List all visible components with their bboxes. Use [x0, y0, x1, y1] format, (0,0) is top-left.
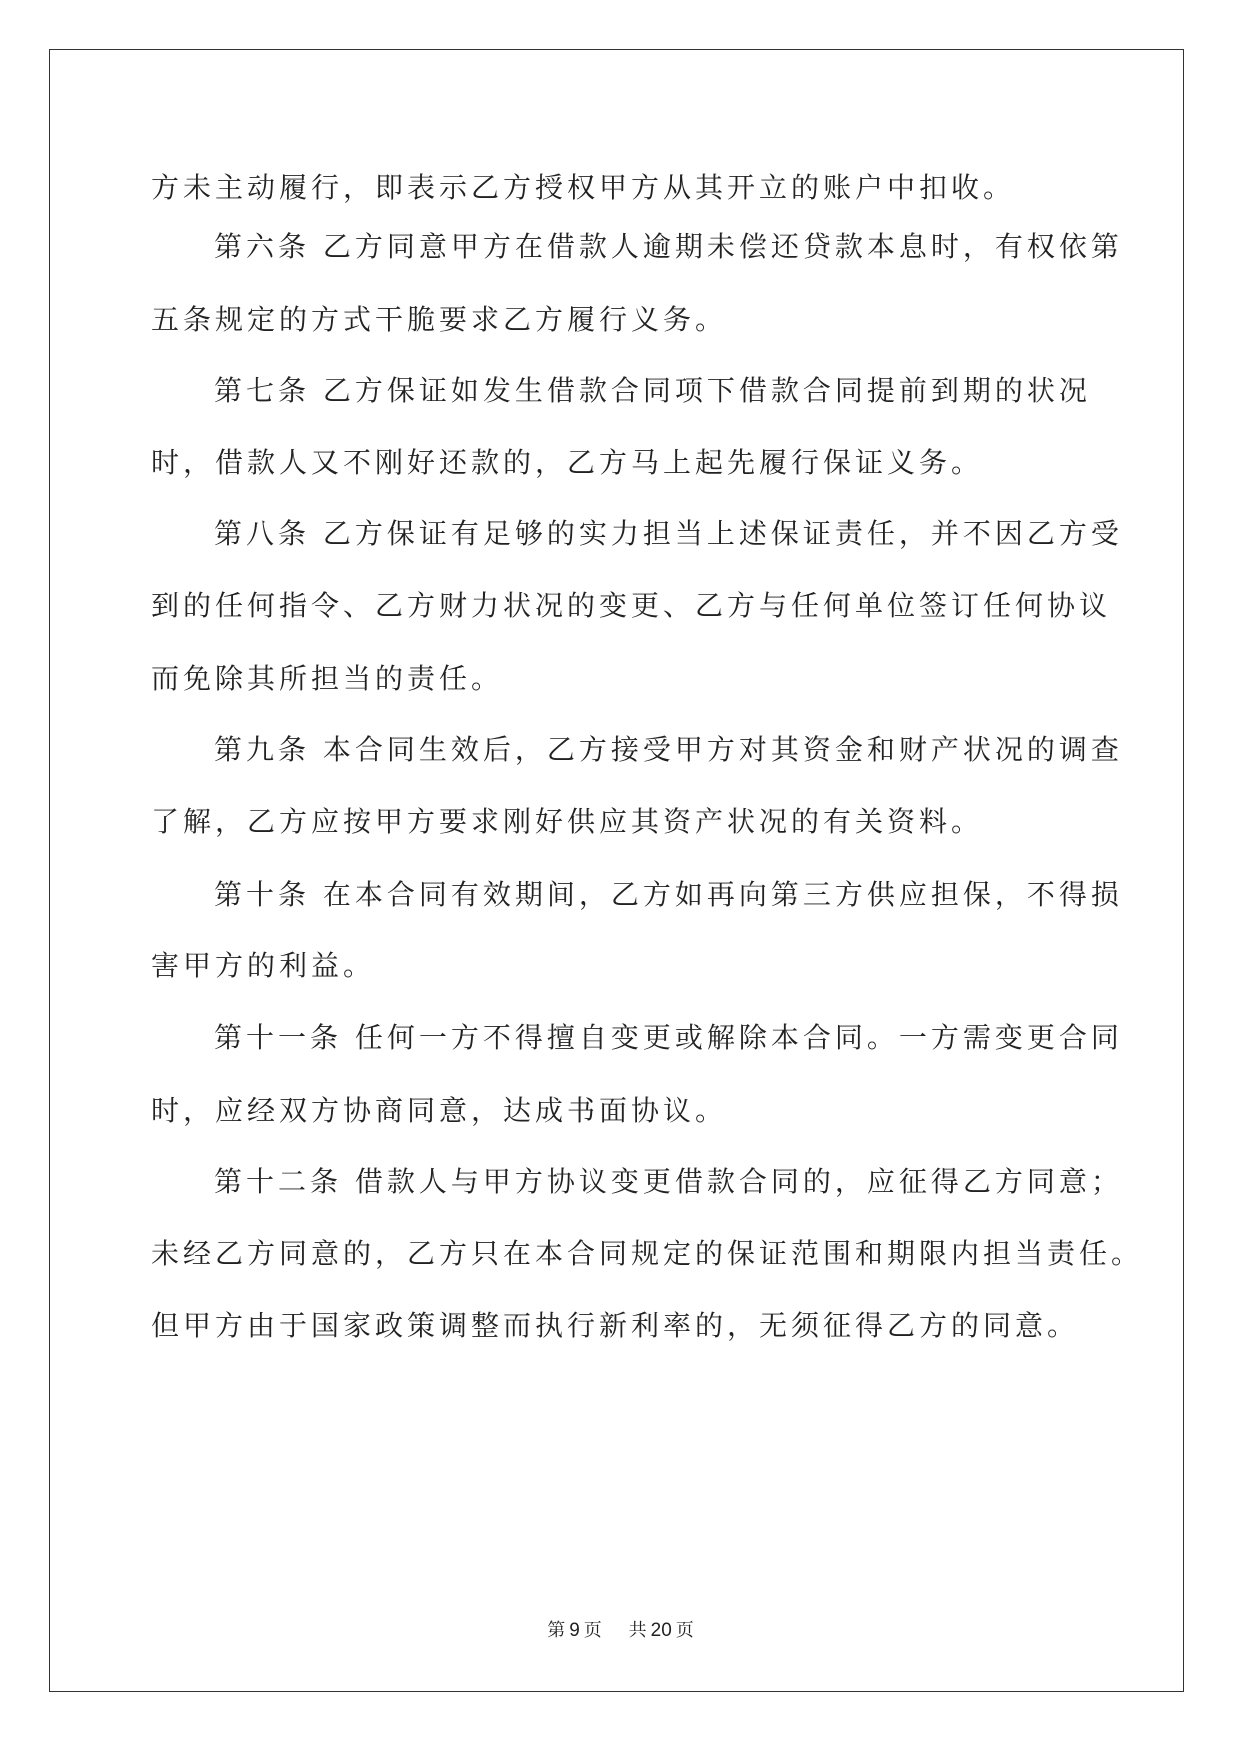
footer-page-suffix: 页	[583, 1620, 602, 1641]
page-footer	[0, 1616, 1241, 1642]
text-line: 方未主动履行，即表示乙方授权甲方从其开立的账户中扣收。	[151, 171, 1016, 204]
text-line: 五条规定的方式干脆要求乙方履行义务。	[151, 303, 728, 336]
page-border	[49, 49, 1184, 1692]
footer-prefix: 第	[547, 1620, 566, 1641]
text-line: 第十一条 任何一方不得擅自变更或解除本合同。一方需变更合同	[214, 1021, 1123, 1054]
text-line: 害甲方的利益。	[151, 949, 376, 982]
text-line: 而免除其所担当的责任。	[151, 662, 504, 695]
text-line: 第九条 本合同生效后，乙方接受甲方对其资金和财产状况的调查	[214, 733, 1123, 766]
text-line: 时，借款人又不刚好还款的，乙方马上起先履行保证义务。	[151, 446, 984, 479]
footer-total-suffix: 页	[675, 1620, 694, 1641]
text-line: 第八条 乙方保证有足够的实力担当上述保证责任，并不因乙方受	[214, 517, 1123, 550]
text-line: 了解，乙方应按甲方要求刚好供应其资产状况的有关资料。	[151, 805, 984, 838]
text-line: 到的任何指令、乙方财力状况的变更、乙方与任何单位签订任何协议	[151, 589, 1112, 622]
text-line: 未经乙方同意的，乙方只在本合同规定的保证范围和期限内担当责任。	[151, 1237, 1144, 1270]
text-line: 第十二条 借款人与甲方协议变更借款合同的，应征得乙方同意；	[214, 1165, 1123, 1198]
total-pages: 20	[650, 1620, 672, 1641]
text-line: 第六条 乙方同意甲方在借款人逾期未偿还贷款本息时，有权依第	[214, 230, 1123, 263]
text-line: 第七条 乙方保证如发生借款合同项下借款合同提前到期的状况	[214, 374, 1091, 407]
text-line: 时，应经双方协商同意，达成书面协议。	[151, 1094, 728, 1127]
text-line: 第十条 在本合同有效期间，乙方如再向第三方供应担保，不得损	[214, 878, 1123, 911]
text-line: 但甲方由于国家政策调整而执行新利率的，无须征得乙方的同意。	[151, 1309, 1080, 1342]
footer-total-prefix: 共	[628, 1620, 647, 1641]
page-number: 9	[569, 1620, 580, 1641]
